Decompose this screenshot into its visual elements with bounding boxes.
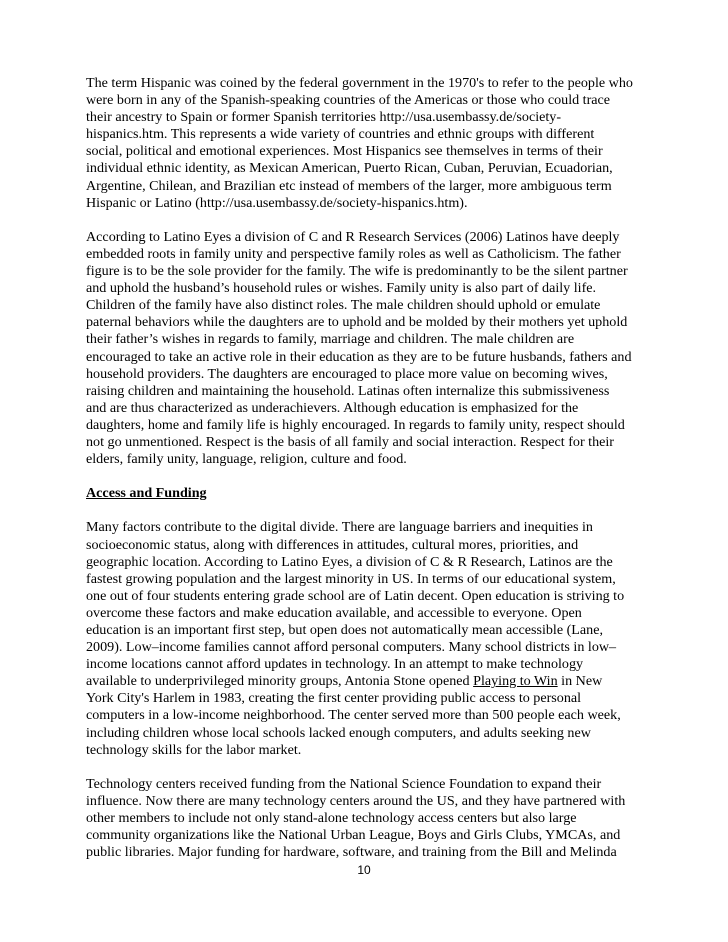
text-line: including children whose local schools lacked enough computers, and adults seeking new (86, 724, 591, 741)
text-line: were born in any of the Spanish-speaking countries of the Americas or those who could trace (86, 92, 611, 109)
text-line: and uphold the husband’s household rules or wishes. Family unity is also part of daily life. (86, 280, 597, 297)
text-line: geographic location. According to Latino Eyes, a division of C & R Research, Latinos are the (86, 553, 613, 570)
text-line: Argentine, Chilean, and Brazilian etc instead of members of the larger, more ambiguous term (86, 177, 612, 194)
text-line: The term Hispanic was coined by the federal government in the 1970's to refer to the people who (86, 75, 633, 91)
text-line: According to Latino Eyes a division of C and R Research Services (2006) Latinos have deeply (86, 228, 620, 245)
text-line: embedded roots in family unity and perspective family roles as well as Catholicism. The father (86, 245, 621, 262)
text-line: income locations cannot afford updates in technology. In an attempt to make technology (86, 656, 584, 673)
text-line: education is an important first step, but open does not automatically mean accessible (Lane, (86, 622, 604, 638)
text-line: encouraged to take an active role in their education as they are to be future husbands, fathers and (86, 348, 632, 365)
text-line: their ancestry to Spain or former Spanish territories http://usa.usembassy.de/society- (86, 109, 562, 126)
paragraph-gap (86, 468, 646, 485)
text-segment: available to underprivileged minority groups, Antonia Stone opened (86, 673, 474, 690)
paragraph-hispanic-term (86, 75, 646, 212)
text-line-with-link (86, 673, 646, 690)
text-line: Children of the family have also distinct roles. The male children should uphold or emulate (86, 297, 601, 314)
paragraph-gap (86, 502, 646, 519)
text-line: overcome these factors and make education available, and accessible to everyone. Open (86, 604, 582, 621)
page-number: 10 (357, 863, 371, 877)
text-line: household providers. The daughters are encouraged to place more value on becoming wives, (86, 365, 608, 382)
text-line: Hispanic or Latino (http://usa.usembassy.de/society-hispanics.htm). (86, 194, 468, 211)
text-line: Technology centers received funding from the National Science Foundation to expand their (86, 775, 602, 792)
text-line: one out of four students entering grade school are of Latin decent. Open education is striving to (86, 587, 625, 604)
text-line: their father’s wishes in regards to family, marriage and children. The male children are (86, 331, 575, 348)
text-line: 2009). Low–income families cannot afford personal computers. Many school districts in low– (86, 639, 617, 656)
text-line: community organizations like the National Urban League, Boys and Girls Clubs, YMCAs, and (86, 827, 621, 844)
text-line: influence. Now there are many technology centers around the US, and they have partnered with (86, 792, 626, 809)
page-body (86, 75, 646, 861)
paragraph-gap (86, 759, 646, 776)
text-line: and are thus characterized as underachievers. Although education is emphasized for the (86, 399, 579, 416)
text-line: socioeconomic status, along with differences in attitudes, cultural mores, priorities, and (86, 536, 579, 553)
text-line: technology skills for the labor market. (86, 741, 302, 758)
paragraph-gap (86, 212, 646, 229)
paragraph-technology-centers (86, 776, 646, 861)
paragraph-latino-family (86, 229, 646, 468)
text-line: fastest growing population and the largest minority in US. In terms of our educational system, (86, 570, 616, 587)
text-line: elders, family unity, language, religion, culture and food. (86, 451, 407, 468)
text-line: computers in a low-income neighborhood. The center served more than 500 people each week, (86, 707, 621, 724)
text-line: York City's Harlem in 1983, creating the first center providing public access to personal (86, 690, 582, 707)
text-line: individual ethnic identity, as Mexican American, Puerto Rican, Cuban, Peruvian, Ecuadorian, (86, 160, 613, 177)
text-line: figure is to be the sole provider for the family. The wife is predominantly to be the silent partner (86, 263, 628, 280)
text-line: other members to include not only stand-alone technology access centers but also large (86, 810, 577, 827)
text-line: social, political and emotional experiences. Most Hispanics see themselves in terms of their (86, 143, 603, 160)
section-heading-access-funding: Access and Funding (86, 485, 207, 502)
text-line: daughters, home and family life is highly encouraged. In regards to family unity, respect should (86, 416, 625, 433)
paragraph-digital-divide (86, 519, 646, 758)
text-line: not go unmentioned. Respect is the basis of all family and social interaction. Respect for their (86, 433, 614, 450)
text-line: public libraries. Major funding for hardware, software, and training from the Bill and Melinda (86, 844, 617, 861)
text-line: Many factors contribute to the digital divide. There are language barriers and inequities in (86, 519, 593, 536)
text-segment: in New (557, 673, 603, 690)
text-line: paternal behaviors while the daughters are to uphold and be molded by their mothers yet uphold (86, 314, 628, 331)
text-line: raising children and maintaining the household. Latinas often internalize this submissiveness (86, 382, 610, 399)
playing-to-win-link[interactable]: Playing to Win (473, 673, 558, 690)
text-line: hispanics.htm. This represents a wide variety of countries and ethnic groups with different (86, 126, 595, 143)
